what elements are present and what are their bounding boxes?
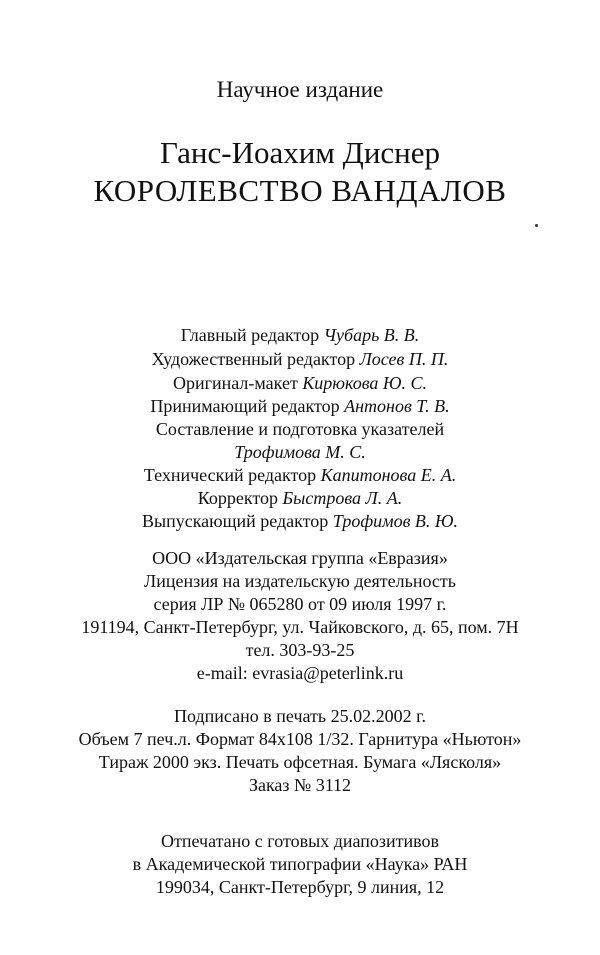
credit-line (0, 374, 600, 392)
credit-role: Технический редактор (143, 465, 317, 485)
print-speck (535, 224, 538, 227)
printer-line-1: Отпечатано с готовых диапозитивов (160, 831, 440, 851)
publisher-email: e-mail: evrasia@peterlink.ru (196, 663, 404, 683)
credit-line (0, 489, 600, 507)
credit-line (0, 466, 600, 484)
credit-person: Быстрова Л. А. (282, 488, 403, 508)
book-title: КОРОЛЕВСТВО ВАНДАЛОВ (93, 173, 507, 208)
credit-person: Лосев П. П. (359, 349, 449, 369)
credit-role: Корректор (197, 488, 279, 508)
credit-person: Кирюкова Ю. С. (302, 373, 427, 393)
credit-role: Главный редактор (180, 325, 320, 345)
circulation: Тираж 2000 экз. Печать офсетная. Бумага «Лясколя» (98, 752, 502, 772)
credit-person: Трофимова М. С. (234, 442, 366, 462)
license-line-1: Лицензия на издательскую деятельность (144, 571, 456, 591)
order-number: Заказ № 3112 (248, 775, 352, 795)
credit-line (0, 420, 600, 438)
credit-line (0, 350, 600, 368)
volume-format: Объем 7 печ.л. Формат 84x108 1/32. Гарнитура «Ньютон» (78, 729, 522, 749)
printer-line-2: в Академической типографии «Наука» РАН (132, 854, 468, 874)
credit-role: Принимающий редактор (150, 396, 340, 416)
signed-date: Подписано в печать 25.02.2002 г. (174, 706, 426, 726)
publisher-phone: тел. 303-93-25 (245, 640, 355, 660)
credit-line (0, 326, 600, 344)
publisher-name: ООО «Издательская группа «Евразия» (152, 548, 448, 568)
credit-role: Оригинал-макет (173, 373, 298, 393)
credit-role: Составление и подготовка указателей (155, 419, 445, 439)
credit-person: Трофимов В. Ю. (332, 511, 458, 531)
credit-line (0, 512, 600, 530)
credit-line (0, 443, 600, 461)
credit-role: Выпускающий редактор (141, 511, 329, 531)
credit-person: Антонов Т. В. (344, 396, 450, 416)
credit-person: Чубарь В. В. (323, 325, 420, 345)
series-label: Научное издание (216, 77, 384, 102)
publisher-address: 191194, Санкт-Петербург, ул. Чайковского, д. 65, пом. 7Н (81, 617, 519, 637)
license-line-2: серия ЛР № 065280 от 09 июля 1997 г. (153, 594, 447, 614)
credit-role: Художественный редактор (151, 349, 356, 369)
credit-line (0, 397, 600, 415)
credit-person: Капитонова Е. А. (320, 465, 457, 485)
printer-line-3: 199034, Санкт-Петербург, 9 линия, 12 (155, 877, 445, 897)
author-name: Ганс-Иоахим Диснер (159, 135, 441, 170)
